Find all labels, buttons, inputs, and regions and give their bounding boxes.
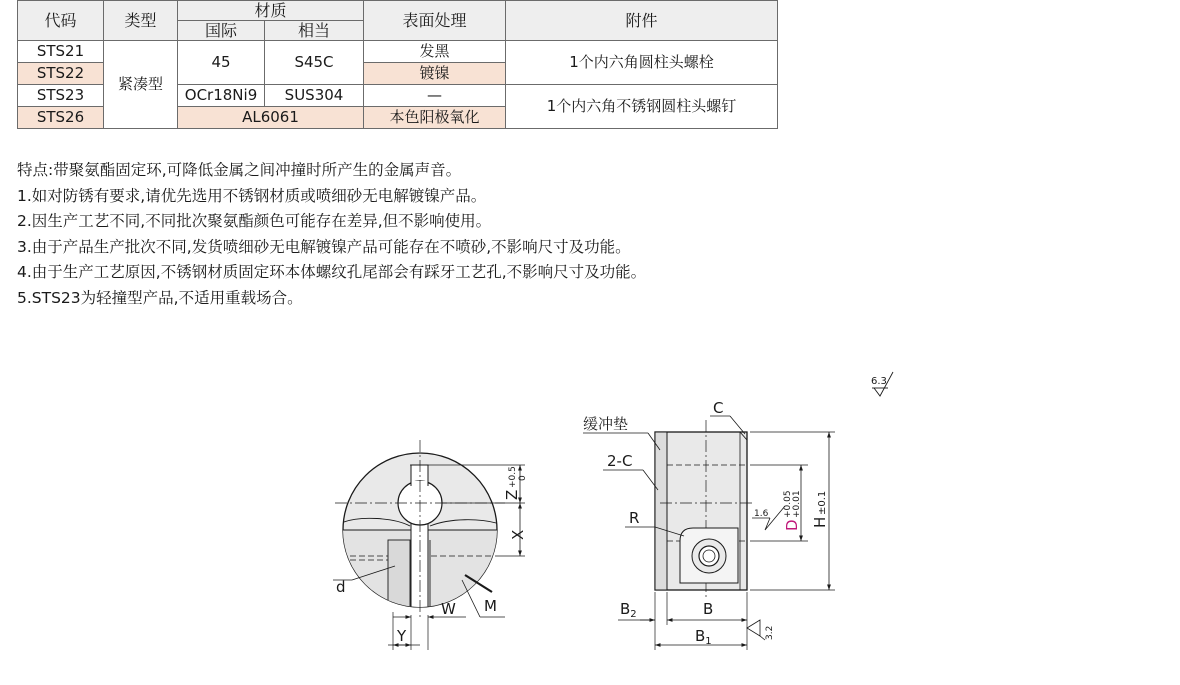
- roughness-symbol-b: [747, 620, 775, 640]
- note-line: 5.STS23为轻撞型产品,不适用重载场合。: [17, 288, 303, 307]
- material-equiv-cell: S45C: [265, 41, 364, 85]
- material-intl-cell: OCr18Ni9: [178, 85, 265, 107]
- label-r: R: [629, 509, 640, 527]
- cushion-pad: [655, 432, 667, 590]
- code-cell: STS21: [18, 41, 104, 63]
- dim-z-label: Z: [503, 489, 521, 500]
- dim-w-label: W: [441, 600, 456, 618]
- surface-cell: —: [364, 85, 506, 107]
- header-code: 代码: [18, 1, 104, 41]
- note-line: 2.因生产工艺不同,不同批次聚氨酯颜色可能存在差异,但不影响使用。: [17, 212, 492, 230]
- code-cell: STS23: [18, 85, 104, 107]
- header-material-intl: 国际: [178, 21, 265, 41]
- label-c: C: [713, 399, 724, 417]
- note-line: 4.由于生产工艺原因,不锈钢材质固定环本体螺纹孔尾部会有踩牙工艺孔,不影响尺寸及功能。: [17, 263, 647, 281]
- roughness-top-label: 6.3: [871, 376, 887, 387]
- dim-y-label: Y: [397, 627, 407, 645]
- material-equiv-cell: SUS304: [265, 85, 364, 107]
- header-material: 材质: [178, 1, 364, 21]
- dim-z-tol-lower: 0: [518, 475, 528, 481]
- roughness-d-value: 1.6: [754, 509, 769, 519]
- dim-d-tol-lower: +0.01: [792, 490, 802, 518]
- surface-cell: 发黑: [364, 41, 506, 63]
- header-surface: 表面处理: [364, 1, 506, 41]
- accessory-cell: 1个内六角圆柱头螺栓: [506, 41, 778, 85]
- code-cell: STS22: [18, 63, 104, 85]
- header-type: 类型: [104, 1, 178, 41]
- dim-d-label: d: [336, 578, 346, 596]
- note-line: 1.如对防锈有要求,请优先选用不锈钢材质或喷细砂无电解镀镍产品。: [17, 186, 487, 205]
- header-material-equiv: 相当: [265, 21, 364, 41]
- accessory-cell: 1个内六角不锈钢圆柱头螺钉: [506, 85, 778, 129]
- note-line: 3.由于产品生产批次不同,发货喷细砂无电解镀镍产品可能存在不喷砂,不影响尺寸及功能。: [17, 237, 631, 256]
- roughness-symbol-d: [752, 506, 785, 530]
- type-cell: 紧凑型: [104, 41, 178, 129]
- dim-x-label: X: [509, 529, 527, 540]
- dim-h-tol: ±0.1: [817, 490, 828, 515]
- front-view: [333, 440, 528, 650]
- code-cell: STS26: [18, 107, 104, 129]
- roughness-symbol-top: [871, 372, 893, 396]
- roughness-b-label: 3.2: [765, 625, 775, 640]
- dim-h-label: H: [811, 516, 829, 528]
- surface-cell: 镀镍: [364, 63, 506, 85]
- surface-cell: 本色阳极氧化: [364, 107, 506, 129]
- material-intl-cell: 45: [178, 41, 265, 85]
- dim-b2-label: $B_2$: [620, 600, 637, 620]
- label-2c: 2-C: [607, 452, 633, 470]
- dim-d-tol-upper: +0.05: [783, 490, 793, 518]
- dim-b1-label: $B_1$: [695, 627, 712, 647]
- dim-b-label: B: [703, 600, 714, 618]
- header-accessory: 附件: [506, 1, 778, 41]
- note-line: 特点:带聚氨酯固定环,可降低金属之间冲撞时所产生的金属声音。: [17, 161, 462, 179]
- dim-z-tol-upper: +0.5: [508, 466, 518, 488]
- side-view: [583, 399, 835, 650]
- material-merged-cell: AL6061: [178, 107, 364, 129]
- dim-d-upper-label: D: [783, 519, 801, 531]
- dim-m-label: M: [484, 597, 497, 615]
- label-cushion: 缓冲垫: [583, 415, 629, 433]
